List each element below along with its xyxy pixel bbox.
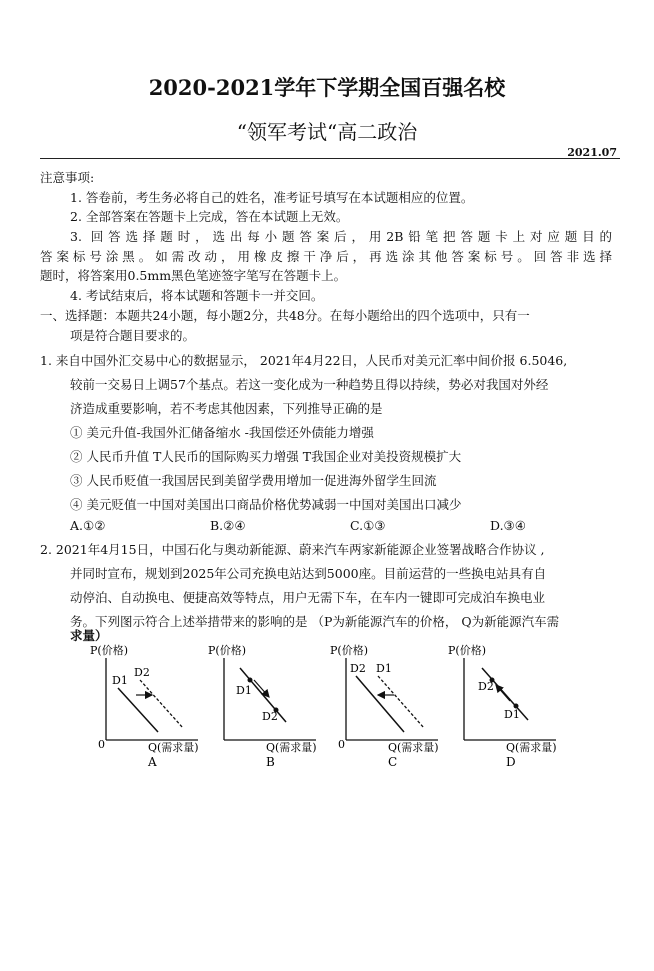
note-3-line2: 答案标号涂黑。如需改动，用橡皮擦干净后，再选涂其他答案标号。回答非选择 <box>40 249 612 264</box>
exam-date: 2021.07 <box>567 146 617 159</box>
section-instruction: 一、选择题：本题共24小题，每小题2分，共48分。在每小题给出的四个选项中，只有一 <box>40 308 530 323</box>
point-d1 <box>248 678 253 683</box>
exam-title: 2020-2021学年下学期全国百强名校 <box>148 75 506 100</box>
q1-option-c[interactable]: C.①③ <box>350 518 386 533</box>
header-divider <box>40 158 620 159</box>
graph-d-label: D <box>506 755 516 769</box>
origin-label: 0 <box>98 738 105 751</box>
y-axis-label: P(价格) <box>208 644 246 657</box>
y-axis-label: P(价格) <box>448 644 486 657</box>
q2-line5: 求量） <box>70 628 108 643</box>
q1-option-b[interactable]: B.②④ <box>210 518 246 533</box>
demand-curve-d1 <box>378 676 424 728</box>
note-1: 1. 答卷前，考生务必将自己的姓名，准考证号填写在本试题相应的位置。 <box>70 190 474 205</box>
demand-curve-d2 <box>356 676 404 732</box>
demand-graphs <box>88 640 588 775</box>
q1-line2: 较前一交易日上调57个基点。若这一变化成为一种趋势且得以持续，势必对我国对外经 <box>70 377 549 392</box>
d1-label: D1 <box>112 674 128 687</box>
origin-label: 0 <box>338 738 345 751</box>
graph-d[interactable] <box>448 643 557 769</box>
demand-curve-d2 <box>140 680 183 728</box>
q1-option-d[interactable]: D.③④ <box>490 518 526 533</box>
graph-b-label: B <box>266 755 275 769</box>
q1-statement-3: ③ 人民币贬值一我国居民到美留学费用增加一促进海外留学生回流 <box>70 473 437 488</box>
section-instruction-cont: 项是符合题目要求的。 <box>70 328 196 343</box>
y-axis-label: P(价格) <box>330 644 368 657</box>
d2-label: D2 <box>350 662 366 675</box>
notes-heading: 注意事项: <box>40 170 95 185</box>
q2-line4: 务。下列图示符合上述举措带来的影响的是 （P为新能源汽车的价格， Q为新能源汽车需 <box>70 614 560 629</box>
d2-label: D2 <box>262 710 278 723</box>
x-axis-label: Q(需求量) <box>388 741 439 754</box>
exam-subtitle: “领军考试“高二政治 <box>236 120 418 144</box>
note-4: 4. 考试结束后，将本试题和答题卡一并交回。 <box>70 288 324 303</box>
d2-label: D2 <box>478 680 494 693</box>
graph-a-label: A <box>148 755 157 769</box>
graph-a[interactable] <box>90 643 199 769</box>
graph-c-label: C <box>388 755 398 769</box>
q1-line3: 济造成重要影响，若不考虑其他因素，下列推导正确的是 <box>70 401 383 416</box>
q1-statement-1: ① 美元升值-我国外汇储备缩水 -我国偿还外债能力增强 <box>70 425 374 440</box>
d1-label: D1 <box>236 684 252 697</box>
q1-statement-4: ④ 美元贬值一中国对美国出口商品价格优势减弱一中国对美国出口减少 <box>70 497 462 512</box>
d1-label: D1 <box>376 662 392 675</box>
x-axis-label: Q(需求量) <box>148 741 199 754</box>
movement-arrow <box>254 680 269 697</box>
q1-statement-2: ② 人民币升值 T人民币的国际购买力增强 T我国企业对美投资规模扩大 <box>70 449 462 464</box>
q2-line1: 2. 2021年4月15日，中国石化与奥动新能源、蔚来汽车两家新能源企业签署战略合作协议 , <box>40 542 545 557</box>
y-axis-label: P(价格) <box>90 644 128 657</box>
q1-option-a[interactable]: A.①② <box>70 518 106 533</box>
note-3-line3: 题时，将答案用0.5mm黑色笔迹签字笔写在答题卡上。 <box>40 268 347 283</box>
x-axis-label: Q(需求量) <box>506 741 557 754</box>
graph-b[interactable] <box>208 643 317 769</box>
movement-arrow <box>496 685 510 701</box>
note-2: 2. 全部答案在答题卡上完成，答在本试题上无效。 <box>70 209 349 224</box>
q2-line3: 动停泊、自动换电、便捷高效等特点，用户无需下车，在车内一键即可完成泊车换电业 <box>70 590 546 605</box>
note-3-line1: 3. 回答选择题时，选出每小题答案后，用2B铅笔把答题卡上对应题目的 <box>70 229 612 244</box>
q1-line1: 1. 来自中国外汇交易中心的数据显示， 2021年4月22日，人民币对美元汇率中间价报 6.5046, <box>40 353 568 368</box>
d1-label: D1 <box>504 708 520 721</box>
x-axis-label: Q(需求量) <box>266 741 317 754</box>
graph-c[interactable] <box>330 643 439 769</box>
d2-label: D2 <box>134 666 150 679</box>
q2-line2: 并同时宣布，规划到2025年公司充换电站达到5000座。目前运营的一些换电站具有自 <box>70 566 547 581</box>
